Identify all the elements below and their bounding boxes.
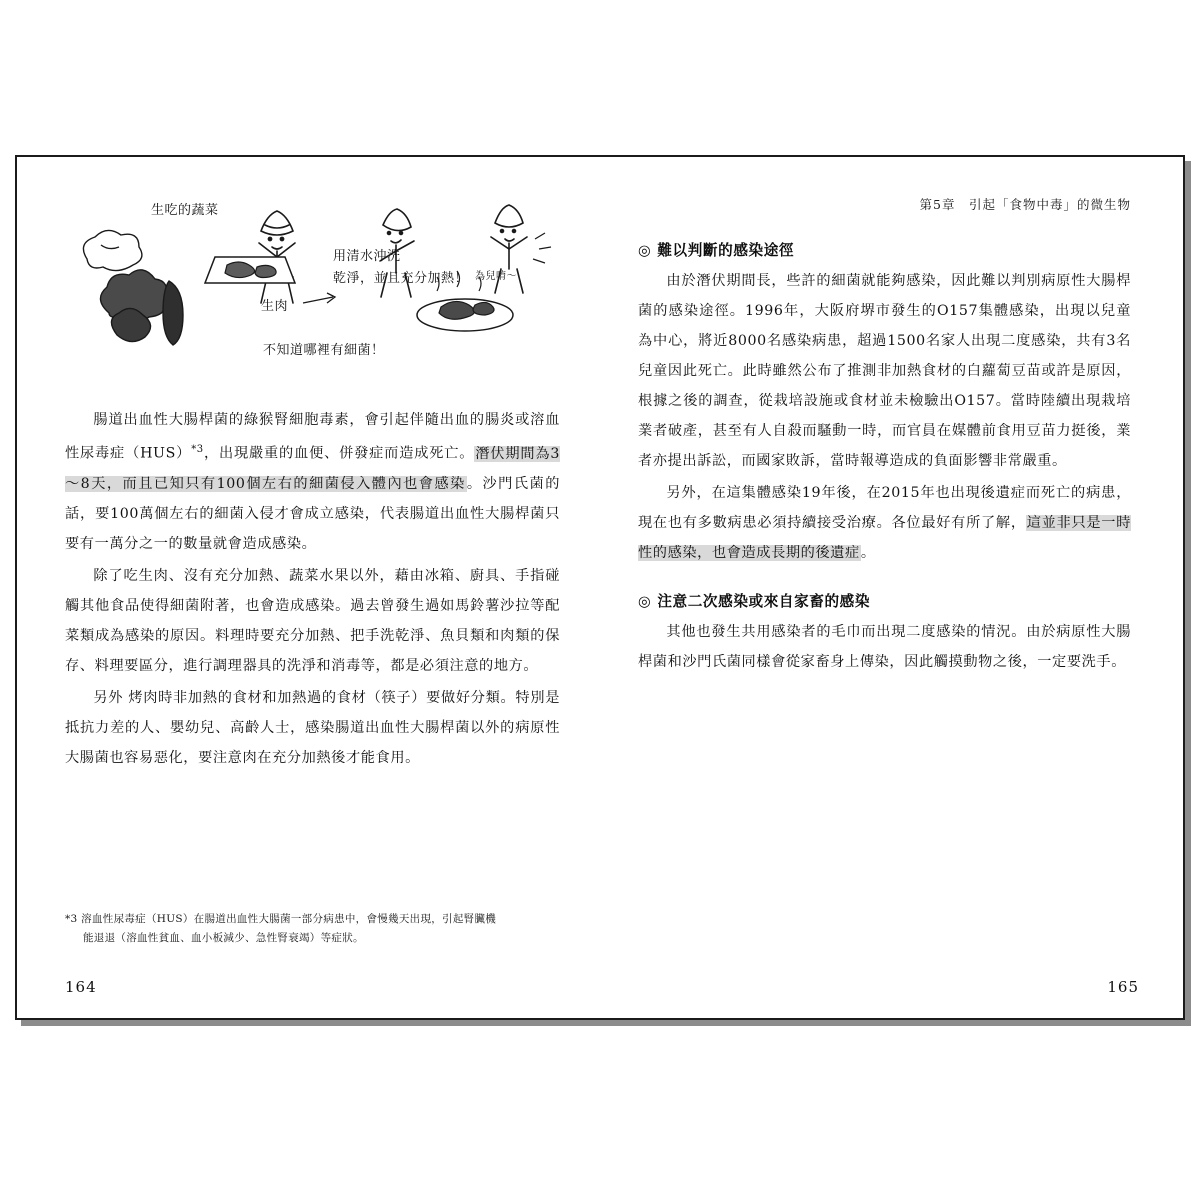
- illustration-label-4: 不知道哪裡有細菌！: [263, 343, 385, 358]
- section-heading-text: 難以判斷的感染途徑: [657, 242, 795, 259]
- book-spread-frame: [15, 155, 1185, 1020]
- highlight-text: 這並非只是一時性的感染，也會造成長期的後遺症: [638, 515, 1131, 561]
- section-heading-text: 注意二次感染或來自家畜的感染: [657, 593, 871, 610]
- right-page: [600, 157, 1183, 1018]
- paragraph: 另外 烤肉時非加熱的食材和加熱過的食材（筷子）要做好分類。特別是抵抗力差的人、嬰幼兒、高齡人士，感染腸道出血性大腸桿菌以外的病原性大腸菌也容易惡化，要注意肉在充分加熱後才能食用。: [65, 689, 560, 766]
- illustration-label-2: 乾淨，並且充分加熱！: [333, 271, 469, 286]
- paragraph: 腸道出血性大腸桿菌的綠猴腎細胞毒素，會引起伴隨出血的腸炎或溶血性尿毒症（HUS）$^{*3}$，出現嚴重的血便、併發症而造成死亡。潛伏期間為3～8天，而且已知只有100個左右的細菌侵入體內也會感染。沙門氏菌的話，要100萬個左右的細菌入侵才會成立感染，代表腸道出血性大腸桿菌只要有一萬分之一的數量就會造成感染。: [65, 412, 560, 552]
- paragraph: 除了吃生肉、沒有充分加熱、蔬菜水果以外，藉由冰箱、廚具、手指碰觸其他食品使得細菌附著，也會造成感染。過去曾發生過如馬鈴薯沙拉等配菜類成為感染的原因。料理時要充分加熱、把手洗乾淨、魚貝類和肉類的保存、料理要區分，進行調理器具的洗淨和消毒等，都是必須注意的地方。: [65, 567, 560, 674]
- left-page-body: [65, 405, 560, 773]
- book-spread: [17, 157, 1183, 1018]
- footnote-line-1: 溶血性尿毒症（HUS）在腸道出血性大腸菌一部分病患中，會慢幾天出現，引起腎臟機: [81, 913, 497, 925]
- illustration-label-5: 為兒唷～: [475, 271, 517, 282]
- section-bullet-icon: ◎: [638, 593, 652, 610]
- section-heading: [638, 239, 1131, 260]
- page-number-left: 164: [65, 978, 97, 996]
- illustration-label-3: 生肉: [261, 299, 289, 314]
- left-page: [17, 157, 600, 1018]
- highlight-text: 潛伏期間為3～8天，而且已知只有100個左右的細菌侵入體內也會感染: [65, 445, 560, 492]
- paragraph: 其他也發生共用感染者的毛巾而出現二度感染的情況。由於病原性大腸桿菌和沙門氏菌同樣會從家畜身上傳染，因此觸摸動物之後，一定要洗手。: [638, 624, 1131, 670]
- section-heading: [638, 590, 1131, 611]
- paragraph: 另外，在這集體感染19年後，在2015年也出現後遺症而死亡的病患，現在也有多數病患必須持續接受治療。各位最好有所了解，這並非只是一時性的感染，也會造成長期的後遺症。: [638, 485, 1131, 561]
- page-number-right: 165: [1107, 978, 1139, 996]
- illustration-label-0: 生吃的蔬菜: [151, 203, 219, 218]
- spread-gutter: [600, 157, 601, 1018]
- section-bullet-icon: ◎: [638, 242, 652, 259]
- running-head: 第5章 引起「食物中毒」的微生物: [919, 197, 1131, 212]
- illustration-label-1: 用清水沖洗: [333, 249, 401, 264]
- illustration-drawing: [65, 195, 625, 395]
- footnote-marker: *3: [65, 913, 78, 925]
- paragraph: 由於潛伏期間長，些許的細菌就能夠感染，因此難以判別病原性大腸桿菌的感染途徑。1996年，大阪府堺市發生的O157集體感染，出現以兒童為中心，將近8000名感染病患，超過1500名家人出現二度感染，共有3名兒童因此死亡。此時雖然公布了推測非加熱食材的白蘿蔔豆苗或許是原因，根據之後的調查，從栽培設施或食材並未檢驗出O157。當時陸續出現栽培業者破產，甚至有人自殺而騷動一時，而官員在媒體前食用豆苗力挺後，業者亦提出訴訟，而國家敗訴，當時報導造成的負面影響非常嚴重。: [638, 273, 1131, 469]
- footnote-line-2: 能退退（溶血性貧血、血小板減少、急性腎衰竭）等症狀。: [83, 932, 364, 944]
- illustration-food-hygiene: [65, 195, 560, 395]
- footnote-ref: *3: [191, 444, 204, 455]
- section-infection-route: [638, 239, 1131, 568]
- section-secondary-infection: [638, 590, 1131, 677]
- footnote: [65, 910, 552, 948]
